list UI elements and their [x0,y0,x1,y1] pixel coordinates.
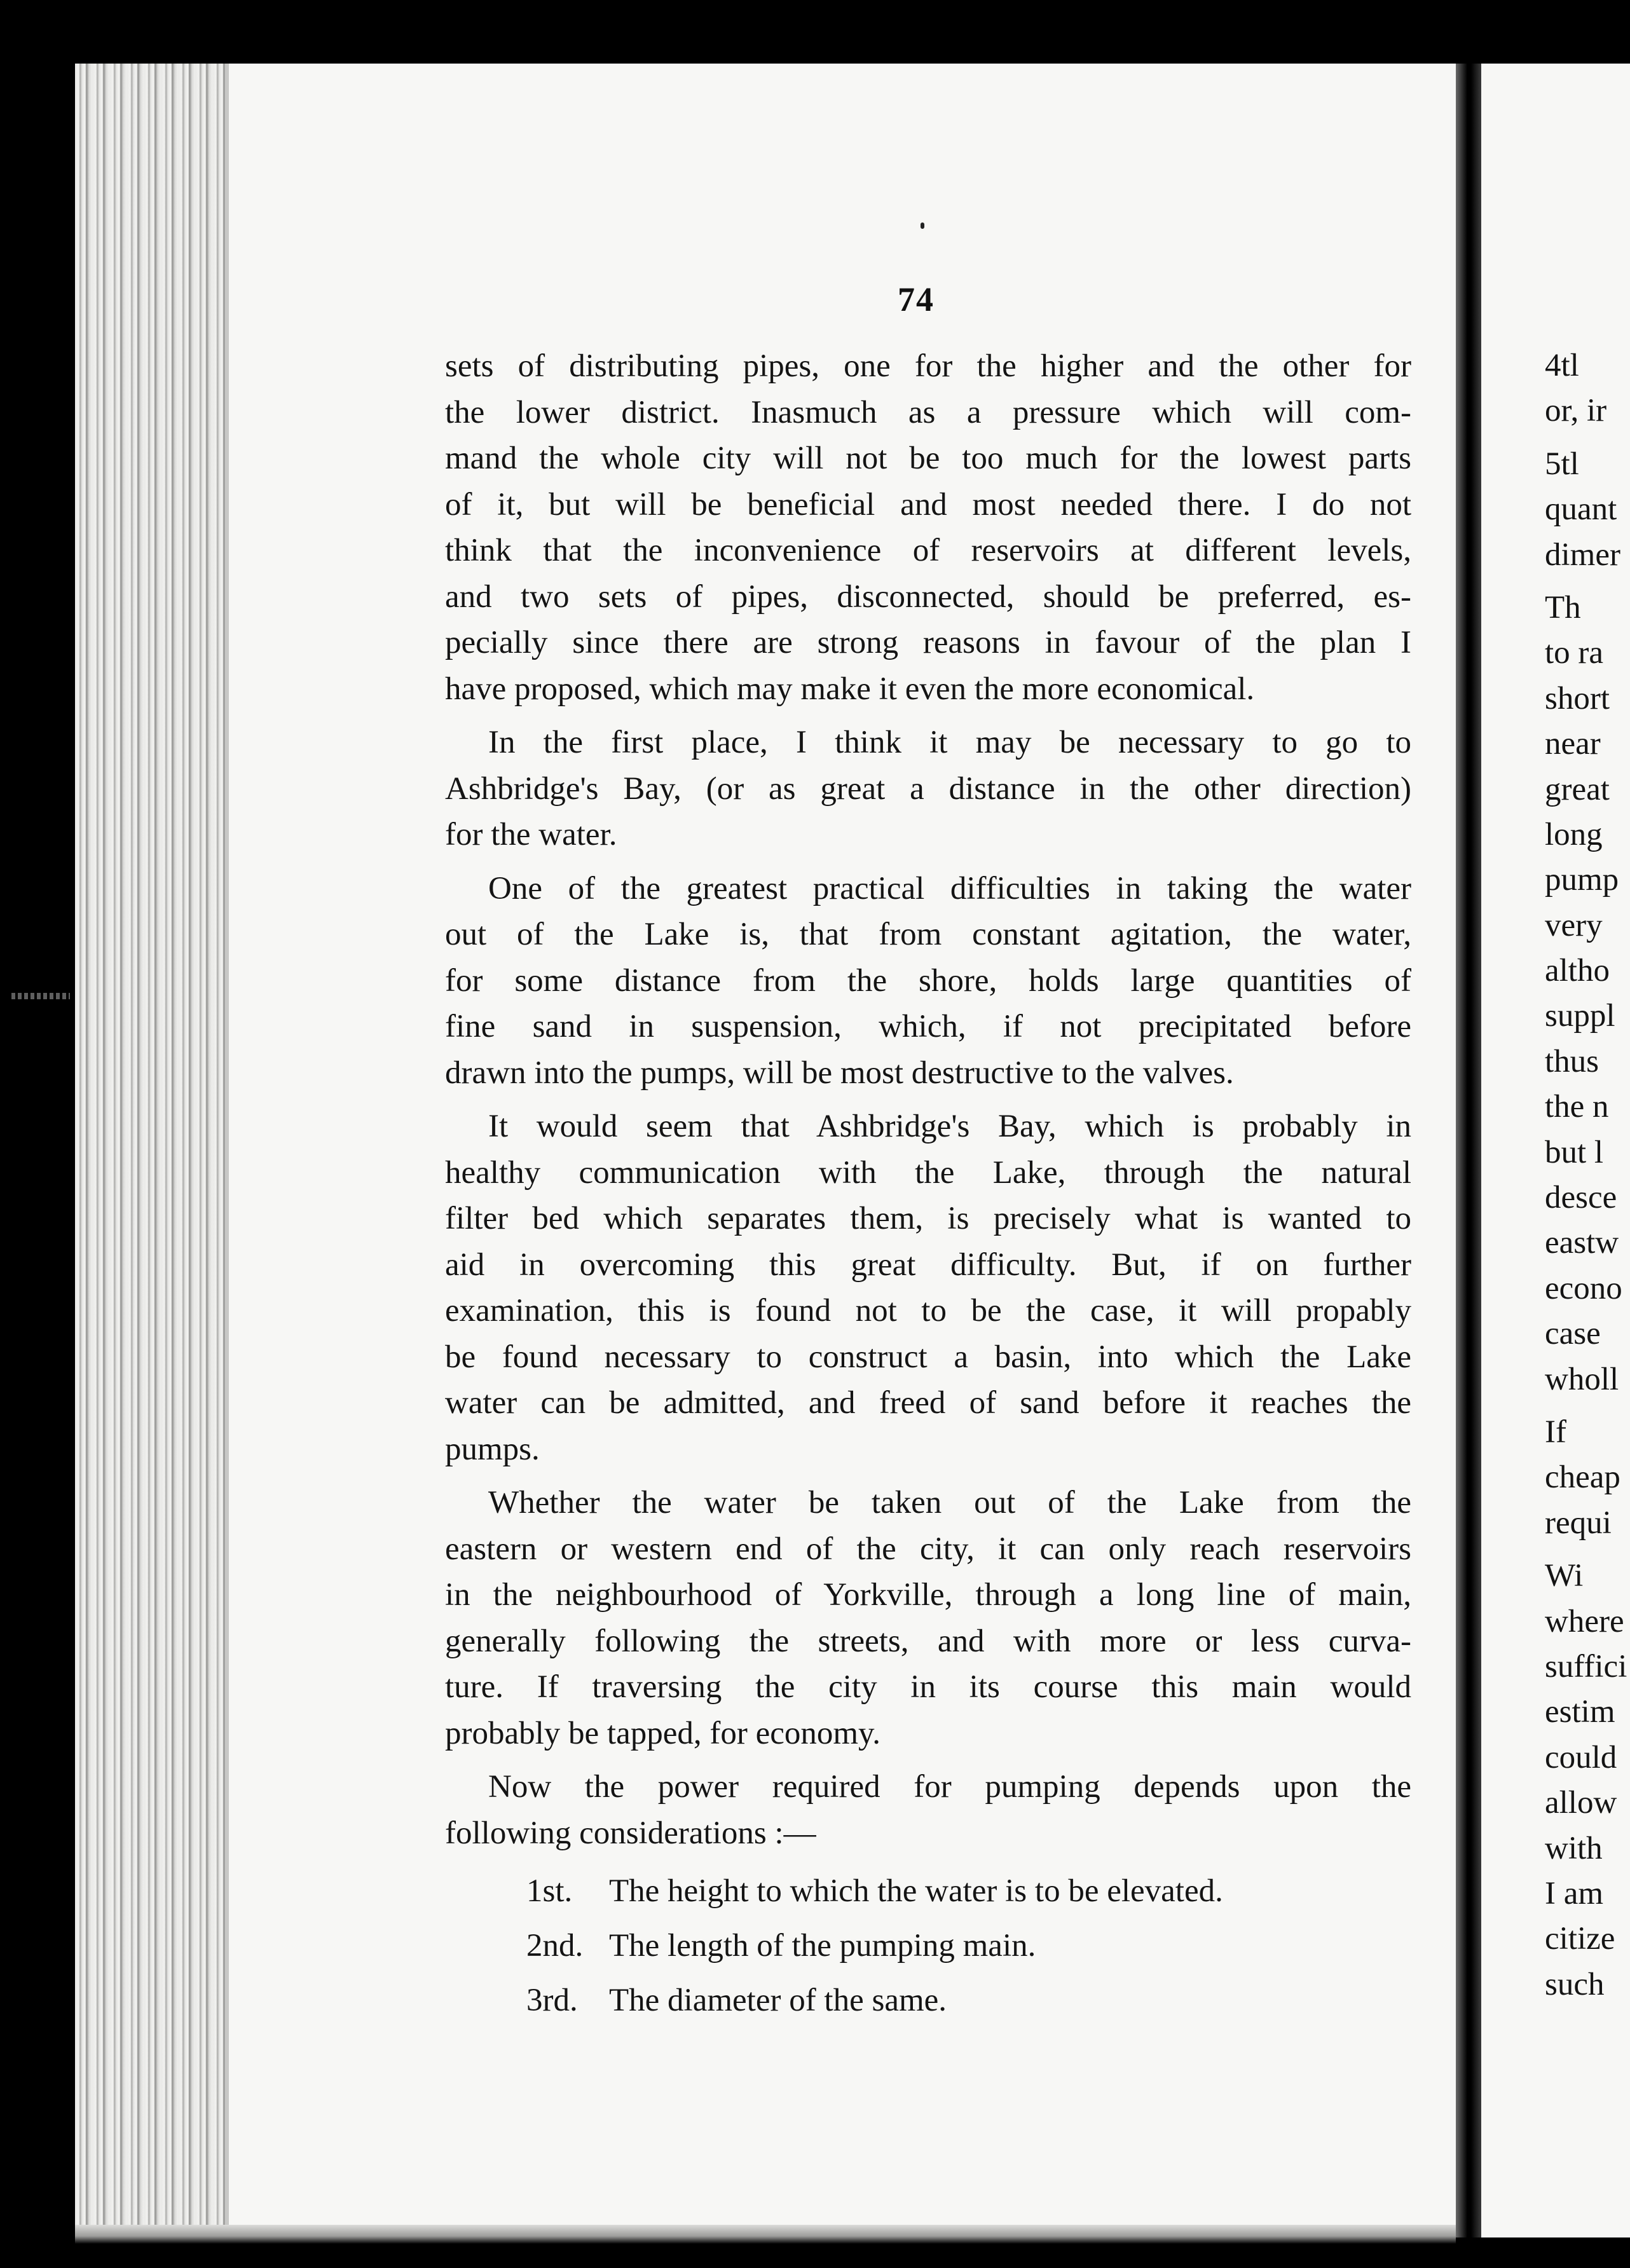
text-line: sets of distributing pipes, one for the higher and the other for [445,348,1411,384]
right-page-line-fragment: pump [1545,862,1619,898]
paragraph-gap [445,1472,1411,1480]
book-gutter [1456,64,1481,2237]
consideration-item [445,1973,1411,2028]
paragraph-gap [445,712,1411,720]
right-page-line-fragment: citize [1545,1921,1615,1957]
text-line: examination, this is found not to be the case, it will propably [445,1293,1411,1329]
text-line: filter bed which separates them, is precisely what is wanted to [445,1201,1411,1236]
paragraph-gap [445,1096,1411,1103]
right-page-line-fragment: but l [1545,1134,1604,1170]
text-line: drawn into the pumps, will be most destructive to the valves. [445,1055,1234,1091]
paragraph-gap [445,858,1411,866]
paragraph [445,720,1411,858]
right-page-line-fragment: Th [1545,589,1581,625]
text-line: following considerations :— [445,1815,816,1851]
right-page-line-fragment: Wi [1545,1558,1584,1594]
right-page-line-fragment: 5tl [1545,446,1579,482]
text-line: out of the Lake is, that from constant agitation, the water, [445,917,1411,952]
right-page-line-fragment: quant [1545,491,1617,528]
text-line: Whether the water be taken out of the Lake from the [488,1485,1411,1520]
text-line: mand the whole city will not be too much for the lowest parts [445,441,1411,476]
main-text-block [445,343,1411,2028]
text-line: ture. If traversing the city in its course this main would [445,1669,1411,1705]
right-page-line-fragment: suffici [1545,1648,1627,1684]
right-page-line-fragment: cheap [1545,1459,1620,1496]
right-page-line-fragment: thus [1545,1043,1599,1079]
text-line: It would seem that Ashbridge's Bay, which is probably in [488,1109,1411,1144]
right-page-line-fragment: very [1545,907,1603,943]
text-line: probably be tapped, for economy. [445,1715,880,1751]
right-page-line-fragment: great [1545,771,1610,807]
text-line: and two sets of pipes, disconnected, should be preferred, es- [445,578,1411,615]
paragraph-gap [1545,578,1630,585]
paragraph-gap [1545,1546,1630,1554]
text-line: be found necessary to construct a basin, into which the Lake [445,1339,1411,1375]
paragraph [445,866,1411,1096]
right-page-line-fragment: I am [1545,1875,1604,1911]
text-line: of it, but will be beneficial and most needed there. I do not [445,486,1411,523]
ink-dot [921,222,924,229]
paragraph [445,1103,1411,1472]
consideration-text: The length of the pumping main. [609,1928,1036,1964]
right-page-line-fragment: long [1545,816,1603,852]
text-line: fine sand in suspension, which, if not precipitated before [445,1009,1411,1044]
text-line: pecially since there are strong reasons in favour of the plan I [445,625,1411,660]
text-line: think that the inconvenience of reservoirs at different levels, [445,533,1411,568]
right-page-line-fragment: requi [1545,1505,1612,1541]
right-page-line-fragment: wholl [1545,1361,1619,1397]
paragraph [445,1480,1411,1756]
paragraph [445,1764,1411,1856]
consideration-text: The diameter of the same. [609,1983,947,2018]
text-line: One of the greatest practical difficulties in taking the water [488,870,1411,906]
right-page-line-fragment: suppl [1545,998,1615,1034]
text-line: water can be admitted, and freed of sand before it reaches the [445,1385,1411,1421]
right-page-line-fragment: estim [1545,1694,1615,1730]
right-page-line-fragment: dimer [1545,536,1620,573]
text-line: generally following the streets, and with more or less curva- [445,1623,1411,1659]
page-number: 74 [898,280,935,318]
right-page-line-fragment: If [1545,1414,1566,1450]
text-line: healthy communication with the Lake, through the natural [445,1154,1411,1191]
text-line: for some distance from the shore, holds large quantities of [445,962,1411,999]
right-page-line-fragment: econo [1545,1270,1622,1306]
right-page-line-fragment: or, ir [1545,393,1607,429]
margin-scan-mark [11,993,70,999]
right-page-line-fragment: allow [1545,1785,1617,1821]
paragraph-gap [1545,434,1630,442]
paragraph-gap [445,1856,1411,1864]
right-page-line-fragment: where [1545,1603,1624,1639]
text-line: the lower district. Inasmuch as a pressure which will com- [445,394,1411,430]
right-page-line-fragment: could [1545,1739,1617,1775]
text-line: In the first place, I think it may be necessary to go to [488,725,1411,760]
consideration-number: 1st. [526,1873,573,1909]
right-page-line-fragment: the n [1545,1089,1609,1125]
text-line: have proposed, which may make it even the more economical. [445,671,1255,707]
text-line: Now the power required for pumping depends upon the [488,1769,1411,1805]
text-line: for the water. [445,817,617,852]
consideration-text: The height to which the water is to be elevated. [609,1873,1223,1909]
right-page-line-fragment: 4tl [1545,348,1579,383]
text-line: in the neighbourhood of Yorkville, through a long line of main, [445,1577,1411,1613]
right-page-line-fragment: short [1545,680,1610,716]
page-bottom-edge [75,2225,1456,2244]
consideration-number: 2nd. [526,1928,584,1964]
text-line: aid in overcoming this great difficulty. But, if on further [445,1247,1411,1283]
consideration-number: 3rd. [526,1983,578,2018]
paragraph-gap [445,1756,1411,1764]
text-line: Ashbridge's Bay, (or as great a distance in the other direction) [445,770,1411,807]
right-page-line-fragment: eastw [1545,1225,1619,1261]
text-line: pumps. [445,1431,540,1467]
right-page-line-fragment: altho [1545,953,1610,989]
right-page-line-fragment: such [1545,1966,1605,2002]
paragraph-gap [1545,1402,1630,1410]
right-page-line-fragment: to ra [1545,635,1604,671]
consideration-item [445,1918,1411,1973]
page-edge-stack [75,64,228,2244]
right-page-line-fragment: case [1545,1316,1601,1352]
paragraph [445,343,1411,712]
right-page-line-fragment: desce [1545,1180,1617,1216]
right-page-text-fragments [1545,343,1630,2007]
text-line: eastern or western end of the city, it can only reach reservoirs [445,1531,1411,1567]
consideration-item [445,1864,1411,1918]
right-page-line-fragment: with [1545,1830,1603,1866]
right-page-line-fragment: near [1545,726,1601,762]
